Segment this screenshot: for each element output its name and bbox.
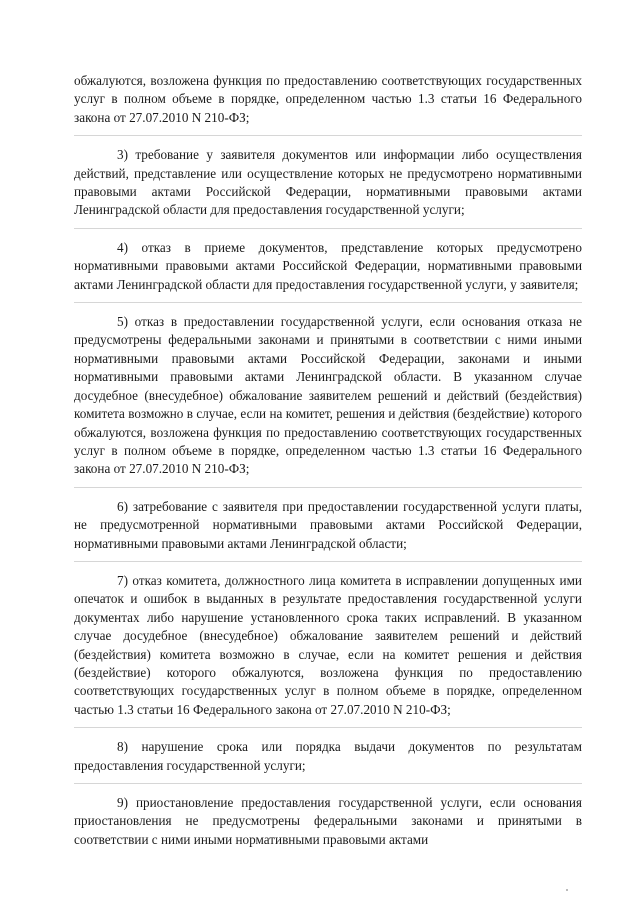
paragraph-item-8: 8) нарушение срока или порядка выдачи документов по результатам предоставления государственной услуги; (74, 738, 582, 784)
paragraph-continuation: обжалуются, возложена функция по предоставлению соответствующих государственных услуг в полном объеме в порядке, определенном частью 1.3 статьи 16 Федерального закона от 27.07.2010 N 210-ФЗ; (74, 72, 582, 136)
paragraph-item-9: 9) приостановление предоставления государственной услуги, если основания приостановления не предусмотрены федеральными законами и принятыми в соответствии с ними иными нормативными правовыми актами (74, 795, 582, 847)
paragraph-item-3: 3) требование у заявителя документов или информации либо осуществления действий, представление или осуществление которых не предусмотрено нормативными правовыми актами Российской Федерации, нормативными правовыми актами Ленинградской области для предоставления государственной услуги; (74, 146, 582, 229)
paragraph-item-4: 4) отказ в приеме документов, представление которых предусмотрено нормативными правовыми актами Российской Федерации, нормативными правовыми актами Ленинградской области для предоставления государственной услуги, у заявителя; (74, 239, 582, 303)
paragraph-item-5: 5) отказ в предоставлении государственной услуги, если основания отказа не предусмотрены федеральными законами и принятыми в соответствии с ними иными нормативными правовыми актами Российской Федерации, законами и иными нормативными правовыми актами Ленинградской области. В указанном случае досудебное (внесудебное) обжалование заявителем решений и действий (бездействия) комитета возможно в случае, если на комитет, решения и действия (бездействие) которого обжалуются, возложена функция по предоставлению соответствующих государственных услуг в полном объеме в порядке, определенном частью 1.3 статьи 16 Федерального закона от 27.07.2010 N 210-ФЗ; (74, 313, 582, 488)
scan-speck (566, 889, 568, 891)
paragraph-item-6: 6) затребование с заявителя при предоставлении государственной услуги платы, не предусмотренной нормативными правовыми актами Российской Федерации, нормативными правовыми актами Ленинградской области; (74, 498, 582, 562)
paragraph-item-7: 7) отказ комитета, должностного лица комитета в исправлении допущенных ими опечаток и ошибок в выданных в результате предоставления государственной услуги документах либо нарушение установленного срока таких исправлений. В указанном случае досудебное (внесудебное) обжалование заявителем решений и действий (бездействия) комитета возможно в случае, если на комитет решения и действия (бездействие) которого обжалуются, возложена функция по предоставлению соответствующих государственных услуг в полном объеме в порядке, определенном частью 1.3 статьи 16 Федерального закона от 27.07.2010 N 210-ФЗ; (74, 572, 582, 728)
document-page (74, 72, 582, 867)
